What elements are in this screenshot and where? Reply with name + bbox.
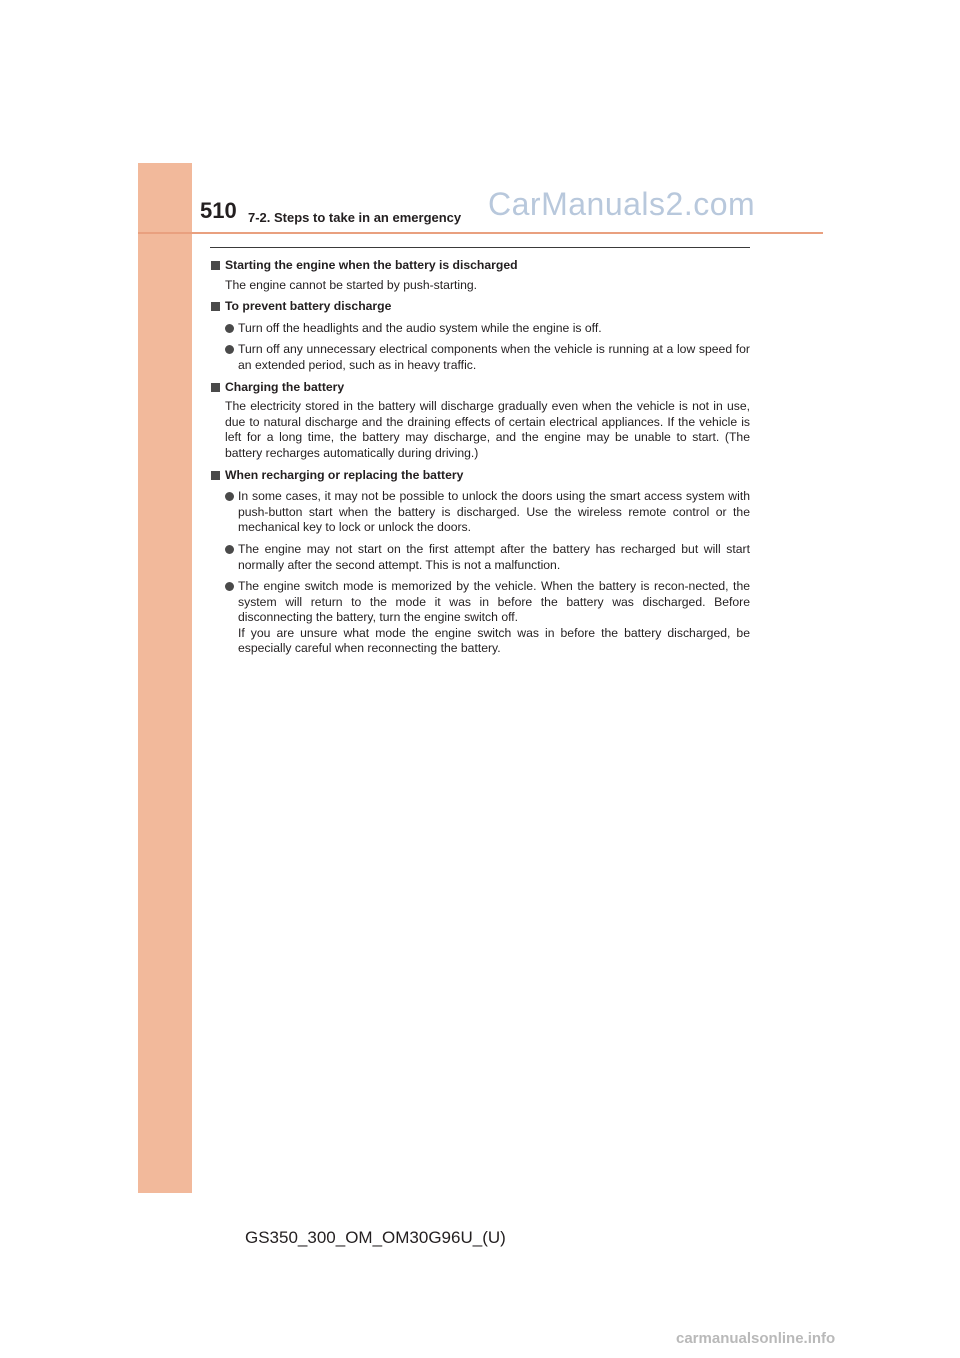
round-bullet-icon [225, 545, 234, 554]
document-code: GS350_300_OM_OM30G96U_(U) [245, 1228, 506, 1247]
heading-text: Starting the engine when the battery is discharged [225, 258, 518, 272]
round-bullet-icon [225, 582, 234, 591]
bullet-item [225, 321, 750, 337]
bullet-text [238, 579, 750, 657]
section-paragraph: The engine cannot be started by push-starting. [225, 277, 478, 292]
square-bullet-icon [211, 471, 220, 480]
content-top-rule [210, 247, 750, 248]
heading-text: When recharging or replacing the battery [225, 467, 464, 482]
section-paragraph: The electricity stored in the battery will discharge gradually even when the vehicle is not in use, due to natural discharge and the draining effects of certain electrical appliances. If the vehicle is left for a long time, the battery may discharge, and the engine may be unable to start. (The battery recharges automatically during driving.) [225, 399, 750, 460]
bullet-text-line: If you are unsure what mode the engine switch was in before the battery discharged, be especially careful when reconnecting the battery. [238, 625, 750, 656]
heading-text: To prevent battery discharge [225, 299, 392, 314]
bullet-text: The engine may not start on the first attempt after the battery has recharged but will start normally after the second attempt. This is not a malfunction. [238, 541, 750, 572]
section-heading [210, 299, 750, 315]
bullet-item [225, 579, 750, 657]
footer-watermark: carmanualsonline.info [676, 1330, 836, 1347]
round-bullet-icon [225, 324, 234, 333]
bullet-text-line: The engine switch mode is memorized by the vehicle. When the battery is recon-nected, the system will return to the mode it was in before the battery was discharged. Before disconnecting the battery, turn the engine switch off. [238, 579, 750, 625]
bullet-text: Turn off any unnecessary electrical components when the vehicle is running at a low speed for an extended period, such as in heavy traffic. [238, 342, 750, 372]
round-bullet-icon [225, 492, 234, 501]
round-bullet-icon [225, 345, 234, 354]
page-number: 510 [200, 198, 237, 223]
section-heading [210, 258, 750, 274]
heading-text: Charging the battery [225, 379, 345, 394]
section-heading [210, 380, 750, 396]
bullet-text: Turn off the headlights and the audio system while the engine is off. [238, 320, 602, 335]
watermark-logo: CarManuals2.com [488, 186, 756, 222]
section-title: 7-2. Steps to take in an emergency [248, 210, 462, 225]
square-bullet-icon [211, 383, 220, 392]
bullet-item [225, 542, 750, 573]
chapter-side-strip [138, 163, 192, 1193]
square-bullet-icon [211, 261, 220, 270]
header-rule [138, 232, 823, 234]
bullet-item [225, 342, 750, 373]
section-heading [210, 468, 750, 484]
bullet-text: In some cases, it may not be possible to unlock the doors using the smart access system with push-button start when the battery is discharged. Use the wireless remote control or the mechanical key to lock or unlock the doors. [238, 489, 750, 535]
page-content [210, 258, 750, 657]
bullet-item [225, 489, 750, 536]
square-bullet-icon [211, 302, 220, 311]
